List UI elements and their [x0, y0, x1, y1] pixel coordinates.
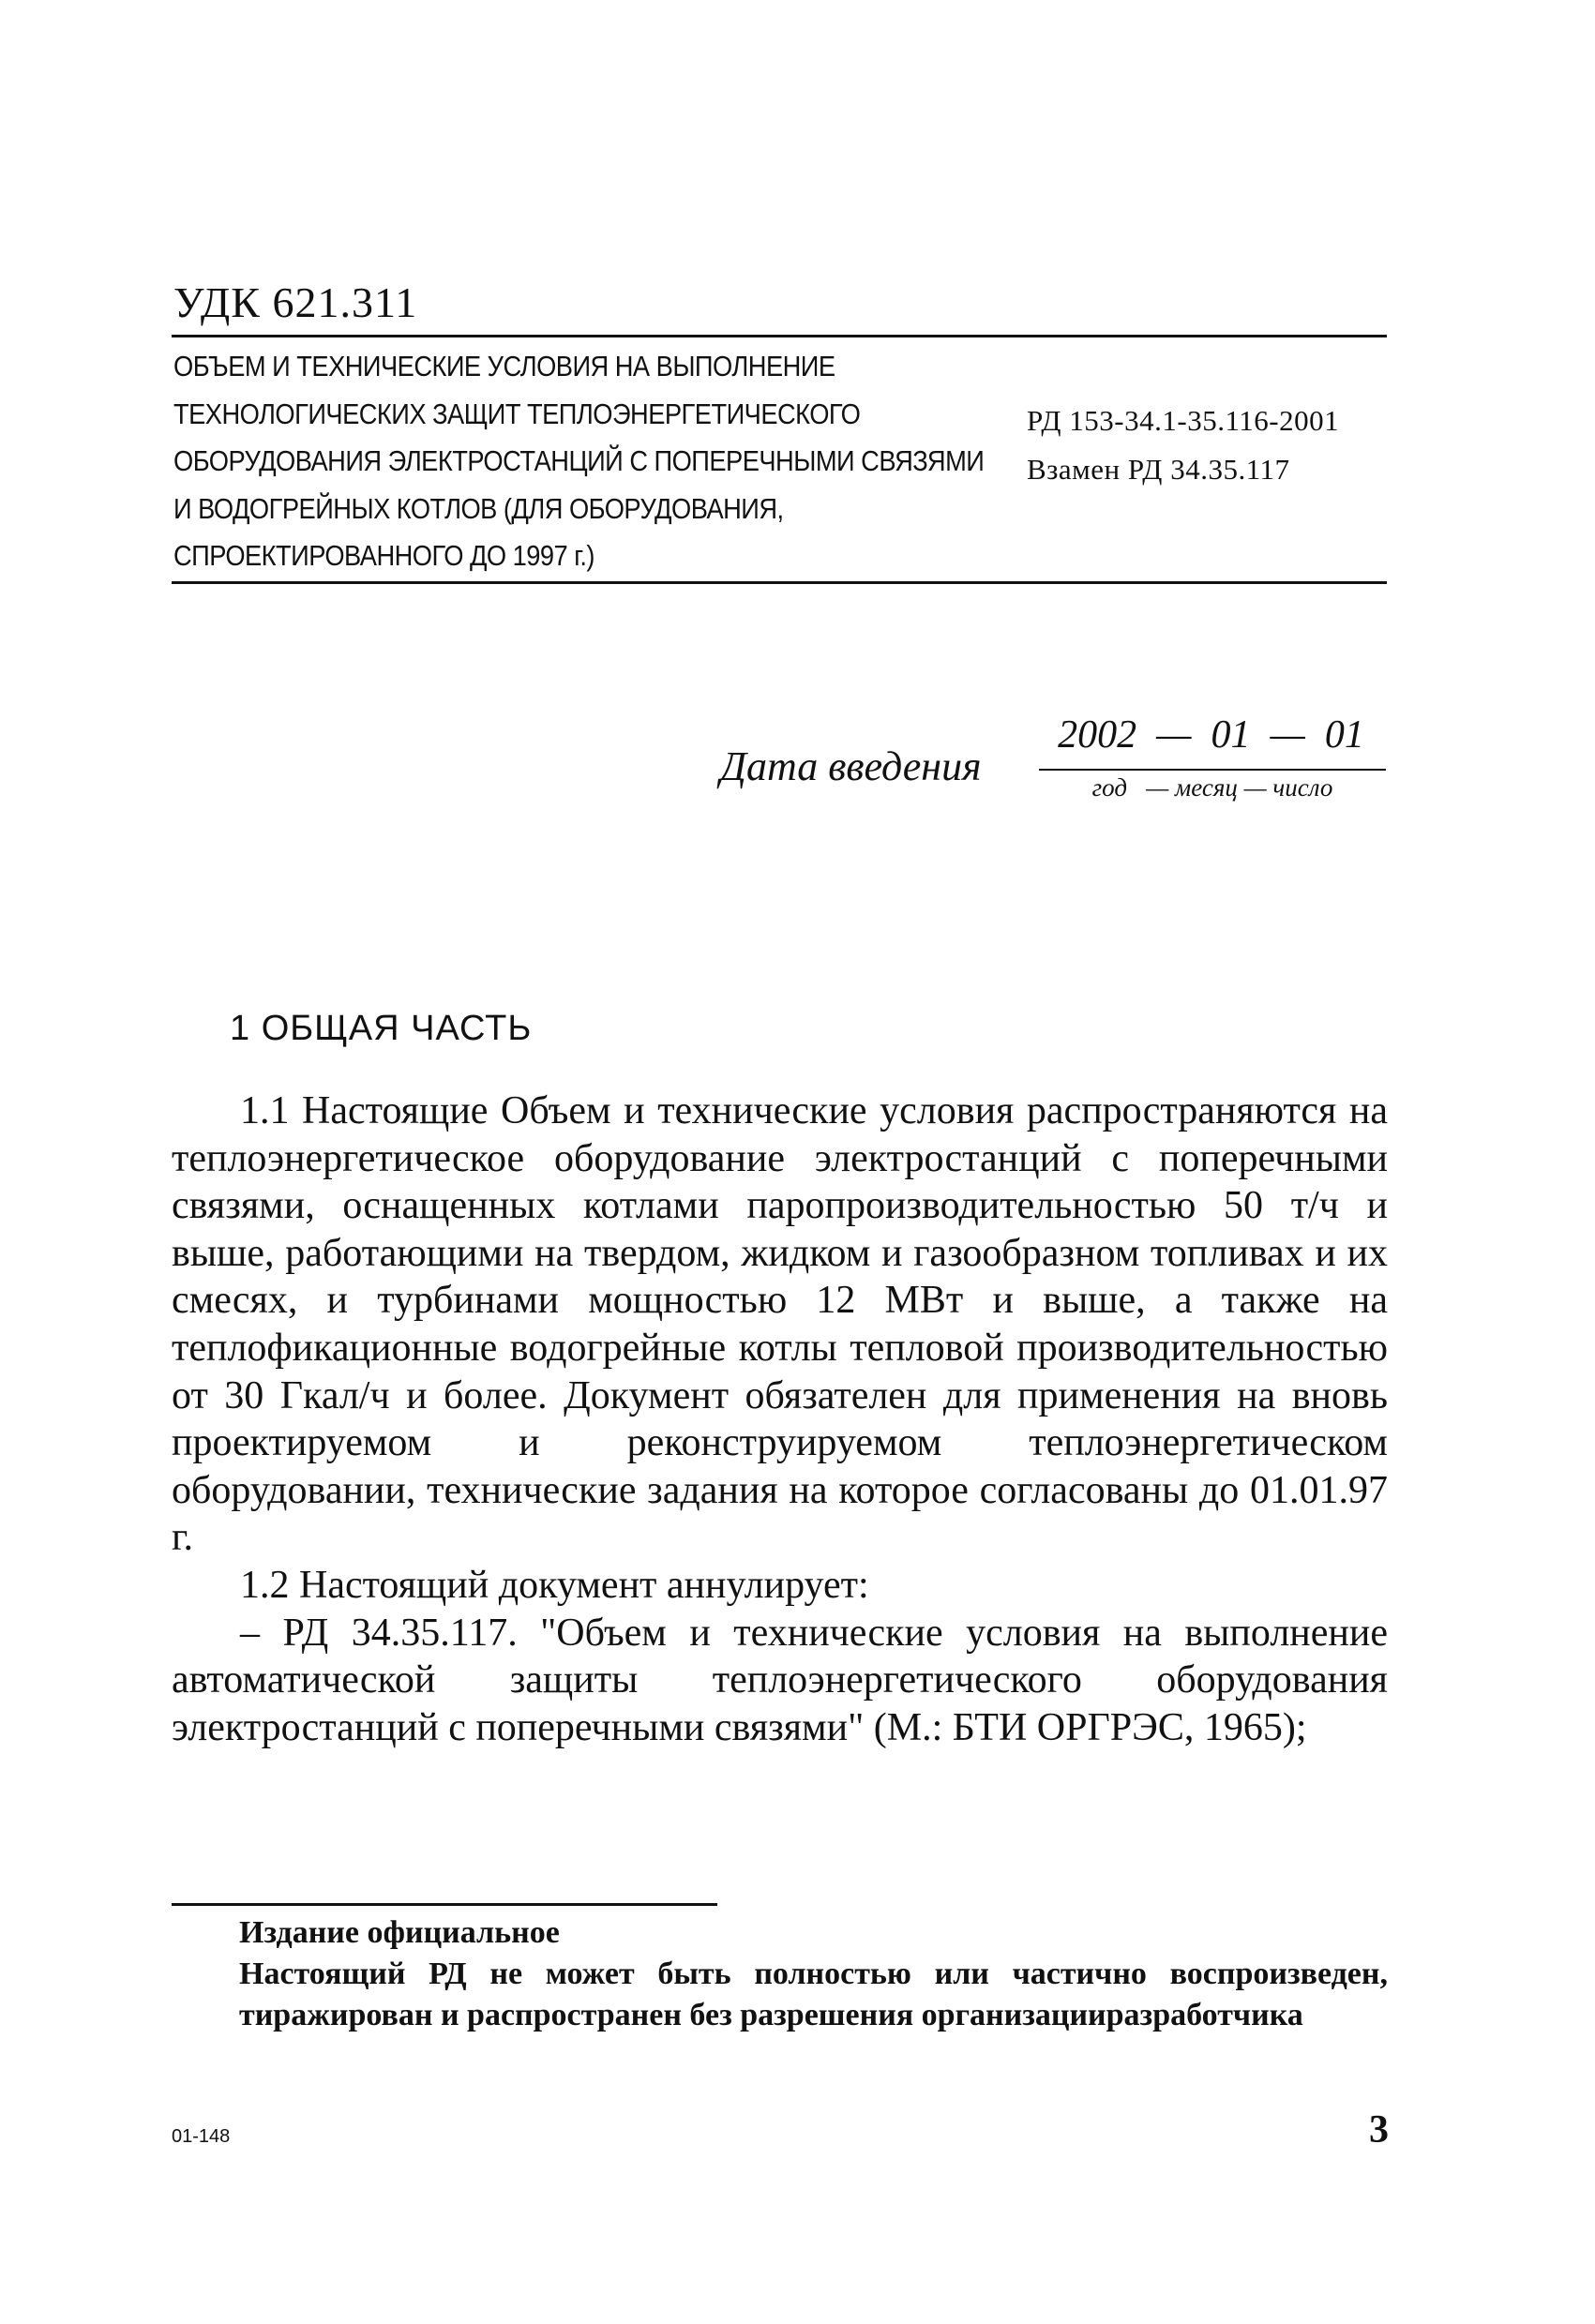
footnote-official-edition: Издание официальное	[239, 1915, 560, 1950]
effective-date-label: Дата введения	[720, 743, 982, 789]
document-code-block	[1027, 397, 1339, 494]
footnote	[239, 1912, 1388, 2036]
print-code: 01-148	[172, 2126, 231, 2147]
header-top-rule	[172, 335, 1387, 337]
title-line: ОБОРУДОВАНИЯ ЭЛЕКТРОСТАНЦИЙ С ПОПЕРЕЧНЫМИ СВЯЗЯМИ	[173, 444, 985, 477]
title-line: ОБЪЕМ И ТЕХНИЧЕСКИЕ УСЛОВИЯ НА ВЫПОЛНЕНИЕ	[173, 350, 835, 382]
title-line: И ВОДОГРЕЙНЫХ КОТЛОВ (ДЛЯ ОБОРУДОВАНИЯ,	[173, 491, 784, 525]
paragraph: 1.1 Настоящие Объем и технические условия распространяются на теплоэнергетическое оборудование электростанций с поперечными связями, оснащенных котлами паропроизводительностью 50 т/ч и выше, работающими на твердом, жидком и газообразном топливах и их смесях, и турбинами мощностью 12 МВт и выше, а также на теплофикационные водогрейные котлы тепловой производительностью от 30 Гкал/ч и более. Документ обязателен для применения на вновь проектируемом и реконструируемом теплоэнергетическом оборудовании, технические задания на которое согласованы до 01.01.97 г.	[172, 1089, 1388, 1560]
effective-date-hint: год — месяц — число	[1091, 773, 1333, 802]
footnote-rule	[172, 1903, 717, 1906]
footnote-copyright-notice: Настоящий РД не может быть полностью или частично воспроизведен, тиражирован и распространен без разрешения организацииразработчика	[239, 1957, 1388, 2032]
title-line: ТЕХНОЛОГИЧЕСКИХ ЗАЩИТ ТЕПЛОЭНЕРГЕТИЧЕСКОГО	[173, 397, 861, 430]
paragraph: 1.2 Настоящий документ аннулирует:	[240, 1563, 869, 1607]
udk-code: УДК 621.311	[173, 278, 418, 326]
replaces-document: Взамен РД 34.35.117	[1027, 453, 1290, 486]
section-body	[172, 1087, 1388, 1751]
document-title	[173, 343, 985, 580]
section-heading: 1 ОБЩАЯ ЧАСТЬ	[230, 1009, 533, 1048]
effective-date-underline	[1039, 769, 1386, 771]
effective-date	[713, 712, 1388, 825]
effective-date-value: 2002 — 01 — 01	[1058, 713, 1364, 757]
document-code: РД 153-34.1-35.116-2001	[1027, 404, 1340, 437]
title-line: СПРОЕКТИРОВАННОГО ДО 1997 г.)	[173, 539, 594, 572]
paragraph: – РД 34.35.117. "Объем и технические условия на выполнение автоматической защиты теплоэнергетического оборудования электростанций с поперечными связями" (М.: БТИ ОРГРЭС, 1965);	[172, 1611, 1388, 1749]
header-bottom-rule	[172, 581, 1387, 584]
page-number: 3	[1369, 2108, 1389, 2152]
